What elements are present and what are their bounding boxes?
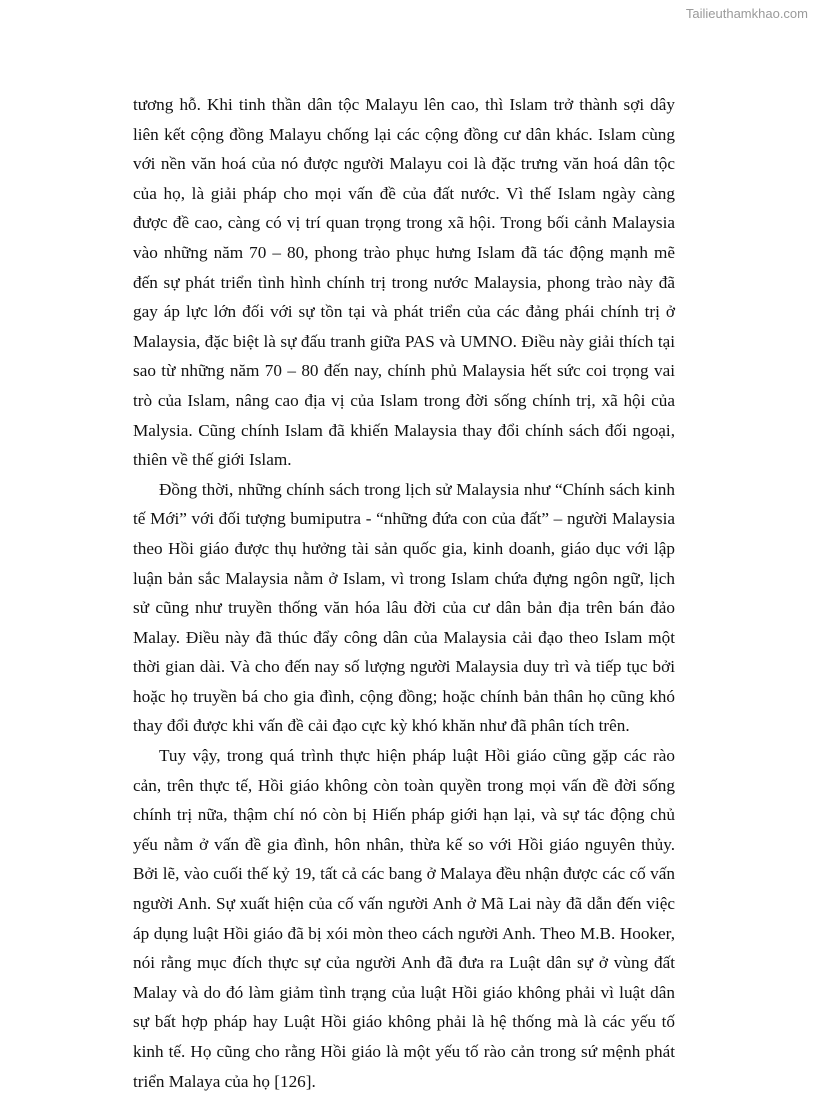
watermark-text: Tailieuthamkhao.com [685, 6, 808, 21]
paragraph-3: Tuy vậy, trong quá trình thực hiện pháp luật Hồi giáo cũng gặp các rào cản, trên thực tế, Hồi giáo không còn toàn quyền trong mọi vấn đề đời sống chính trị nữa, thậm chí nó còn bị Hiến pháp giới hạn lại, và sự tác động chủ yếu nằm ở vấn đề gia đình, hôn nhân, thừa kế so với Hồi giáo nguyên thủy. Bởi lẽ, vào cuối thế kỷ 19, tất cả các bang ở Malaya đều nhận được các cố vấn người Anh. Sự xuất hiện của cố vấn người Anh ở Mã Lai này đã dẫn đến việc áp dụng luật Hồi giáo đã bị xói mòn theo cách người Anh. Theo M.B. Hooker, nói rằng mục đích thực sự của người Anh đã đưa ra Luật dân sự ở vùng đất Malay và do đó làm giảm tình trạng của luật Hồi giáo không phải vì luật dân sự bất hợp pháp hay Luật Hồi giáo không phải là hệ thống mà là các yếu tố kinh tế. Họ cũng cho rằng Hồi giáo là một yếu tố rào cản trong sứ mệnh phát triển Malaya của họ [126]. [133, 746, 675, 1091]
document-body [133, 90, 675, 1096]
paragraph-2: Đồng thời, những chính sách trong lịch sử Malaysia như “Chính sách kinh tế Mới” với đối tượng bumiputra - “những đứa con của đất” – người Malaysia theo Hồi giáo được thụ hưởng tài sản quốc gia, kinh doanh, giáo dục với lập luận bản sắc Malaysia nằm ở Islam, vì trong Islam chứa đựng ngôn ngữ, lịch sử cũng như truyền thống văn hóa lâu đời của cư dân bản địa trên bán đảo Malay. Điều này đã thúc đẩy công dân của Malaysia cải đạo theo Islam một thời gian dài. Và cho đến nay số lượng người Malaysia duy trì và tiếp tục bởi hoặc họ truyền bá cho gia đình, cộng đồng; hoặc chính bản thân họ cũng khó thay đổi được khi vấn đề cải đạo cực kỳ khó khăn như đã phân tích trên. [133, 479, 675, 736]
paragraph-1: tương hỗ. Khi tinh thần dân tộc Malayu lên cao, thì Islam trở thành sợi dây liên kết cộng đồng Malayu chống lại các cộng đồng cư dân khác. Islam cùng với nền văn hoá của nó được người Malayu coi là đặc trưng văn hoá dân tộc của họ, là giải pháp cho mọi vấn đề của đất nước. Vì thế Islam ngày càng được đề cao, càng có vị trí quan trọng trong xã hội. Trong bối cảnh Malaysia vào những năm 70 – 80, phong trào phục hưng Islam đã tác động mạnh mẽ đến sự phát triển tình hình chính trị trong nước Malaysia, phong trào này đã gay áp lực lớn đối với sự tồn tại và phát triển của các đảng phái chính trị ở Malaysia, đặc biệt là sự đấu tranh giữa PAS và UMNO. Điều này giải thích tại sao từ những năm 70 – 80 đến nay, chính phủ Malaysia hết sức coi trọng vai trò của Islam, nâng cao địa vị của Islam trong đời sống chính trị, xã hội của Malysia. Cũng chính Islam đã khiến Malaysia thay đổi chính sách đối ngoại, thiên về thế giới Islam. [133, 95, 675, 470]
